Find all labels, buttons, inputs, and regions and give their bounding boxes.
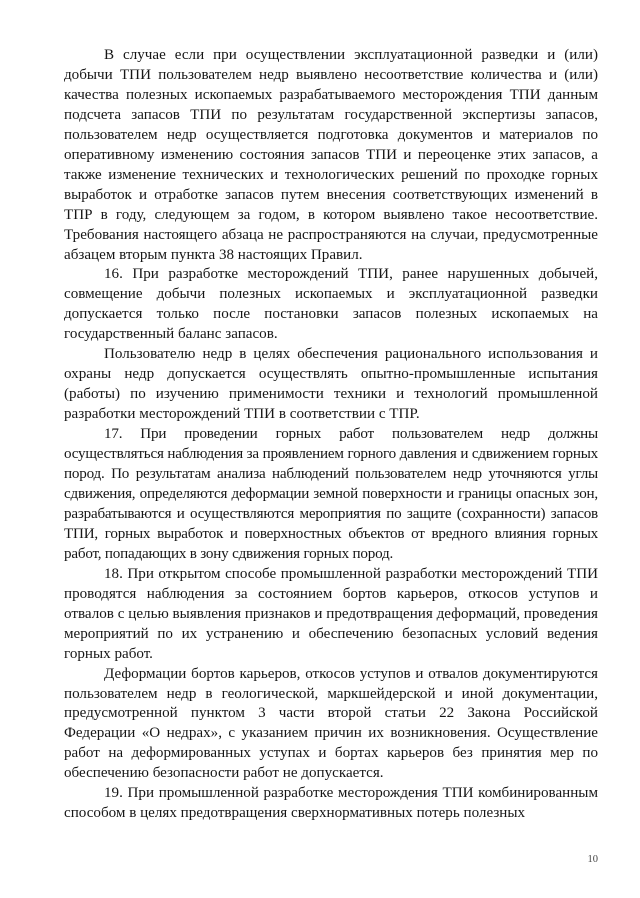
paragraph-18-open-pit: 18. При открытом способе промышленной разработки месторождений ТПИ проводятся наблюдения за состоянием бортов карьеров, откосов уступов и отвалов с целью выявления признаков и предотвращения деформаций, проведения мероприятий по их устранению и обеспечению безопасных условий ведения горных работ. — [64, 565, 598, 662]
paragraph-16-disturbed-deposits: 16. При разработке месторождений ТПИ, ранее нарушенных добычей, совмещение добычи полезных ископаемых и эксплуатационной разведки допускается только после постановки запасов полезных ископаемых на государственный баланс запасов. — [64, 266, 598, 343]
paragraph-pilot-testing: Пользователю недр в целях обеспечения рационального использования и охраны недр допускается осуществлять опытно-промышленные испытания (работы) по изучению применимости техники и технологий промышленной разработки месторождений ТПИ в соответствии с ТПР. — [64, 346, 598, 423]
paragraph-deformation-documentation: Деформации бортов карьеров, откосов уступов и отвалов документируются пользователем недр в геологической, маркшейдерской и иной документации, предусмотренной пунктом 3 части второй статьи 22 Закона Российской Федерации «О недрах», с указанием причин их возникновения. Осуществление работ на деформированных уступах и бортах карьеров без принятия мер по обеспечению безопасности работ не допускается. — [64, 665, 598, 782]
paragraph-17-rock-pressure: 17. При проведении горных работ пользователем недр должны осуществляться наблюдения за проявлением горного давления и сдвижением горных пород. По результатам анализа наблюдений пользователем недр уточняются углы сдвижения, определяются деформации земной поверхности и границы опасных зон, разрабатываются и осуществляются мероприятия по защите (сохранности) запасов ТПИ, горных выработок и поверхностных объектов от вредного влияния горных работ, попадающих в зону сдвижения горных пород. — [64, 426, 598, 562]
paragraph-reserves-reassessment: В случае если при осуществлении эксплуатационной разведки и (или) добычи ТПИ пользователем недр выявлено несоответствие количества и (или) качества полезных ископаемых разрабатываемого месторождения ТПИ данным подсчета запасов ТПИ по результатам государственной экспертизы запасов, пользователем недр осуществляется подготовка документов и материалов по оперативному изменению состояния запасов ТПИ и переоценке этих запасов, а также изменение технических и технологических решений по проходке горных выработок и отработке запасов путем внесения соответствующих изменений в ТПР в году, следующем за годом, в котором выявлено такое несоответствие. Требования настоящего абзаца не распространяются на случаи, предусмотренные абзацем вторым пункта 38 настоящих Правил. — [64, 47, 598, 263]
paragraph-19-combined-method: 19. При промышленной разработке месторождения ТПИ комбинированным способом в целях предотвращения сверхнормативных потерь полезных — [64, 785, 598, 822]
document-body — [64, 46, 598, 824]
page-number: 10 — [587, 854, 598, 865]
